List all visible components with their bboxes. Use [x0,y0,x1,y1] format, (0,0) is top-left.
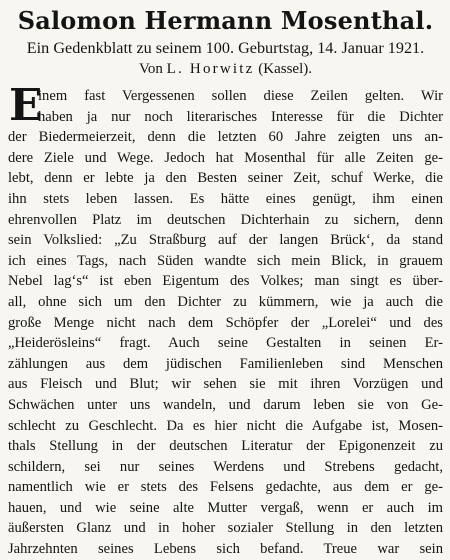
body-line: der Biedermeierzeit, denn die letzten 60 Jahre zeigten uns an- [8,129,443,146]
body-line: Schwächen unter uns wandeln, und darum leben sie von Ge- [8,396,443,413]
article-body [8,80,443,560]
byline-author: L. Horwitz [166,61,255,77]
body-line: ich eines Tags, nach Süden wandte sich mein Blick, in grauem [8,252,443,269]
body-line: all, ohne sich um den Dichter zu kümmern, wie ja auch die [8,293,443,310]
body-line: äußersten Glanz und in hoher sozialer Stellung in den letzten [8,520,443,537]
article-subtitle: Ein Gedenkblatt zu seinem 100. Geburtstag, 14. Januar 1921. [26,39,425,57]
body-line: „Heiderösleins“ fragt. Auch seine Gestalten in seinen Er- [8,335,443,352]
body-line: dere Ziele und Wege. Jedoch hat Mosenthal für alle Zeiten ge- [8,149,443,166]
article-title: Salomon Hermann Mosenthal. [17,6,434,35]
body-line: Jahrzehnten seines Lebens sich befand. Treue war sein [8,541,443,558]
body-line: große Menge nicht nach dem Schöpfer der „Lorelei“ und des [8,314,443,331]
body-line: namentlich wie er stets des Felsens gedachte, aus dem er ge- [8,479,443,496]
body-line: lebt, denn er lebte ja den Besten seiner Zeit, schuf Werke, die [8,170,443,187]
drop-cap: E [9,80,43,131]
body-line: thals Stellung in der deutschen Literatur der Epigonenzeit zu [8,438,443,455]
body-line: zählungen aus dem jüdischen Familienleben sind Menschen [8,355,443,372]
body-line: sein Volkslied: „Zu Straßburg auf der langen Brück‘, da stand [8,232,443,249]
body-line: aus Fleisch und Blut; wir sehen sie mit ihren Vorzügen und [8,376,443,393]
body-line: ehrenvollen Platz im deutschen Dichterhain zu sichern, denn [8,211,443,228]
body-line: schlecht zu Geschlecht. Da es hier nicht die Aufgabe ist, Mosen- [8,417,443,434]
body-line: inem fast Vergessenen sollen diese Zeilen gelten. Wir [38,88,443,104]
byline-prefix: Von [139,61,163,77]
body-line: schildern, sei nur seines Werdens und Strebens gedacht, [8,458,443,475]
body-line: ihn stets leben lassen. Es hätte eines genügt, ihm einen [8,190,443,207]
body-line: Nebel lag‘s“ ist eben Eigentum des Volkes; man singt es über- [8,273,443,290]
article-byline [8,59,443,79]
byline-place: (Kassel). [258,61,312,77]
body-line: haben ja nur noch literarisches Interesse für die Dichter [38,108,443,125]
body-line: hauen, und wie seine alte Mutter vergaß, wenn er auch im [8,499,443,516]
